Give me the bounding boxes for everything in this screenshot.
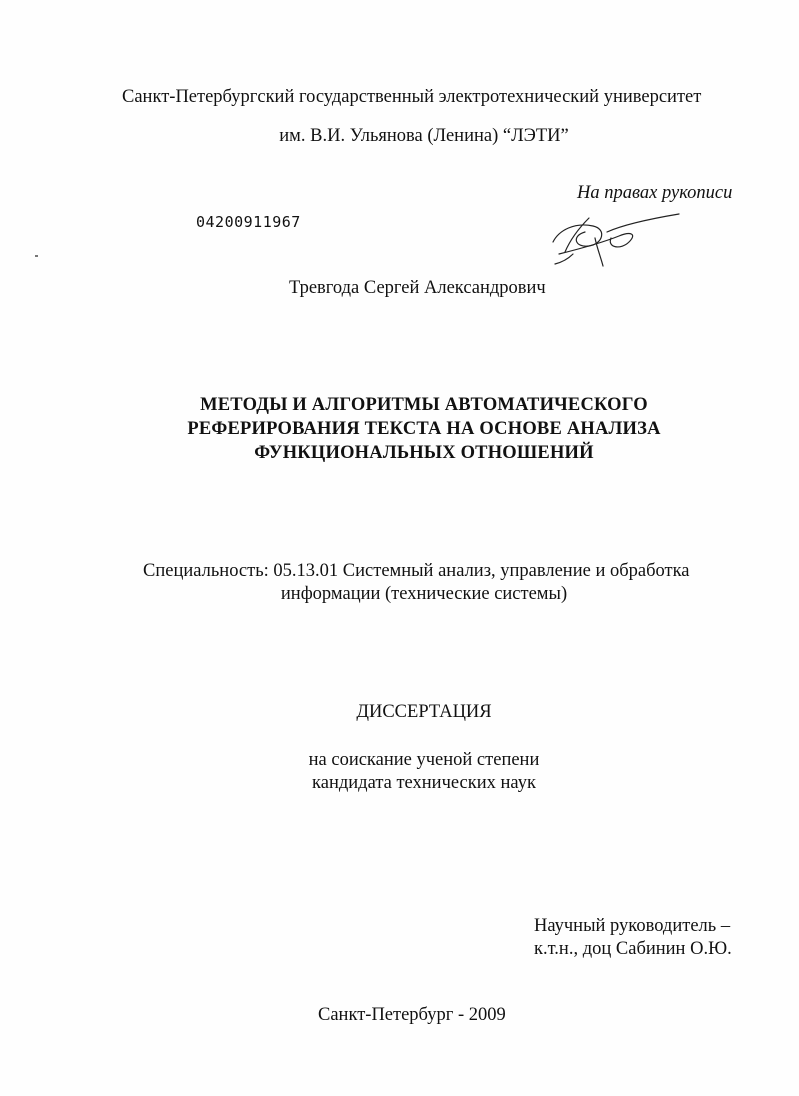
scan-artifact [35, 255, 38, 257]
specialty-line: Специальность: 05.13.01 Системный анализ, управление и обработка [143, 561, 690, 581]
place-and-year: Санкт-Петербург - 2009 [318, 1005, 506, 1025]
dissertation-title-line: РЕФЕРИРОВАНИЯ ТЕКСТА НА ОСНОВЕ АНАЛИЗА [187, 419, 661, 439]
handwritten-signature [545, 208, 685, 272]
advisor-name: к.т.н., доц Сабинин О.Ю. [534, 939, 732, 959]
university-name: им. В.И. Ульянова (Ленина) “ЛЭТИ” [279, 126, 569, 146]
manuscript-note: На правах рукописи [577, 183, 733, 203]
specialty-line: информации (технические системы) [280, 584, 568, 604]
advisor-label: Научный руководитель – [534, 916, 731, 936]
author-name: Тревгода Сергей Александрович [289, 278, 546, 298]
degree-line: кандидата технических наук [312, 773, 536, 793]
archive-number: 04200911967 [196, 213, 301, 231]
dissertation-title-line: МЕТОДЫ И АЛГОРИТМЫ АВТОМАТИЧЕСКОГО [200, 395, 648, 415]
university-title: Санкт-Петербургский государственный электротехнический университет [122, 87, 702, 107]
document-type: ДИССЕРТАЦИЯ [356, 702, 492, 722]
degree-line: на соискание ученой степени [308, 750, 540, 770]
dissertation-title-line: ФУНКЦИОНАЛЬНЫХ ОТНОШЕНИЙ [254, 443, 594, 463]
